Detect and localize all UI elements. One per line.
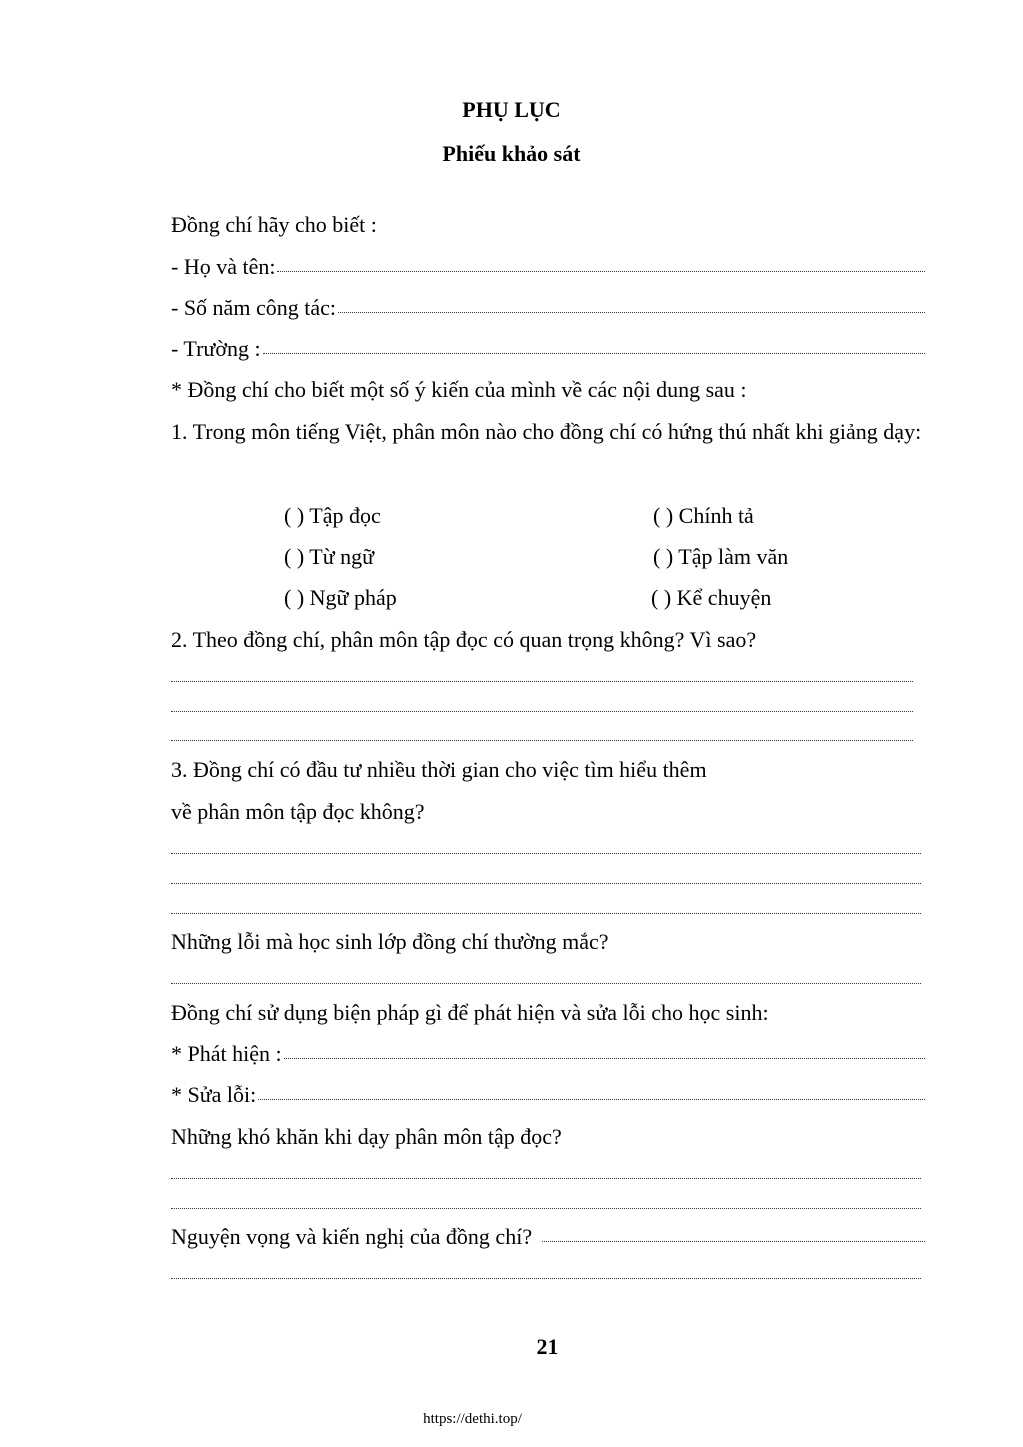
school-field[interactable] bbox=[171, 334, 925, 364]
question-4-label: Những lỗi mà học sinh lớp đồng chí thường mắc? bbox=[171, 929, 609, 954]
intro-text bbox=[171, 210, 925, 240]
question-2-label: 2. Theo đồng chí, phân môn tập đọc có quan trọng không? Vì sao? bbox=[171, 627, 757, 652]
answer-2-line-3[interactable] bbox=[171, 740, 913, 741]
answer-7-line[interactable] bbox=[171, 1278, 921, 1279]
question-3-line-2 bbox=[171, 797, 925, 827]
name-blank[interactable] bbox=[277, 271, 925, 272]
option-ngu-phap[interactable]: ( ) Ngữ pháp bbox=[284, 585, 397, 610]
opinion-intro-label: * Đồng chí cho biết một số ý kiến của mình về các nội dung sau : bbox=[171, 377, 747, 402]
question-2 bbox=[171, 625, 925, 655]
option-tap-lam-van[interactable]: ( ) Tập làm văn bbox=[653, 544, 789, 569]
school-label: - Trường : bbox=[171, 336, 261, 361]
answer-3-line-3[interactable] bbox=[171, 913, 921, 914]
option-ke-chuyen[interactable]: ( ) Kể chuyện bbox=[651, 585, 772, 610]
detect-blank[interactable] bbox=[284, 1058, 925, 1059]
answer-4-line[interactable] bbox=[171, 983, 921, 984]
name-field[interactable] bbox=[171, 252, 925, 282]
years-field[interactable] bbox=[171, 293, 925, 323]
fix-blank[interactable] bbox=[258, 1099, 925, 1100]
survey-title: Phiếu khảo sát bbox=[442, 141, 581, 166]
question-7-blank[interactable] bbox=[542, 1241, 925, 1242]
question-3-line-1 bbox=[171, 755, 925, 785]
opinion-intro bbox=[171, 375, 925, 405]
page-number: 21 bbox=[536, 1334, 559, 1359]
answer-6-line-2[interactable] bbox=[171, 1208, 921, 1209]
detect-field[interactable] bbox=[171, 1039, 925, 1069]
years-label: - Số năm công tác: bbox=[171, 295, 336, 320]
answer-2-line-1[interactable] bbox=[171, 681, 913, 682]
detect-label: * Phát hiện : bbox=[171, 1041, 282, 1066]
question-5 bbox=[171, 998, 925, 1028]
option-chinh-ta[interactable]: ( ) Chính tả bbox=[653, 503, 754, 528]
answer-6-line-1[interactable] bbox=[171, 1178, 921, 1179]
fix-field[interactable] bbox=[171, 1080, 925, 1110]
option-tap-doc[interactable]: ( ) Tập đọc bbox=[284, 503, 381, 528]
school-blank[interactable] bbox=[263, 353, 925, 354]
page-title: PHỤ LỤC bbox=[462, 97, 561, 122]
question-6-label: Những khó khăn khi dạy phân môn tập đọc? bbox=[171, 1124, 562, 1149]
footer-url[interactable]: https://dethi.top/ bbox=[423, 1411, 522, 1427]
years-blank[interactable] bbox=[338, 312, 925, 313]
question-7-field[interactable] bbox=[171, 1222, 925, 1252]
question-5-label: Đồng chí sử dụng biện pháp gì để phát hiện và sửa lỗi cho học sinh: bbox=[171, 1000, 769, 1025]
intro-label: Đồng chí hãy cho biết : bbox=[171, 212, 377, 237]
option-tu-ngu[interactable]: ( ) Từ ngữ bbox=[284, 544, 375, 569]
question-3-label-2: về phân môn tập đọc không? bbox=[171, 799, 425, 824]
name-label: - Họ và tên: bbox=[171, 254, 276, 279]
question-1: 1. Trong môn tiếng Việt, phân môn nào cho đồng chí có hứng thú nhất khi giảng dạy: bbox=[171, 419, 922, 444]
fix-label: * Sửa lỗi: bbox=[171, 1082, 257, 1107]
question-4 bbox=[171, 927, 925, 957]
question-6 bbox=[171, 1122, 925, 1152]
answer-2-line-2[interactable] bbox=[171, 711, 913, 712]
question-7-label: Nguyện vọng và kiến nghị của đồng chí? bbox=[171, 1224, 533, 1249]
answer-3-line-1[interactable] bbox=[171, 853, 921, 854]
answer-3-line-2[interactable] bbox=[171, 883, 921, 884]
question-3-label-1: 3. Đồng chí có đầu tư nhiều thời gian cho việc tìm hiểu thêm bbox=[171, 757, 707, 782]
